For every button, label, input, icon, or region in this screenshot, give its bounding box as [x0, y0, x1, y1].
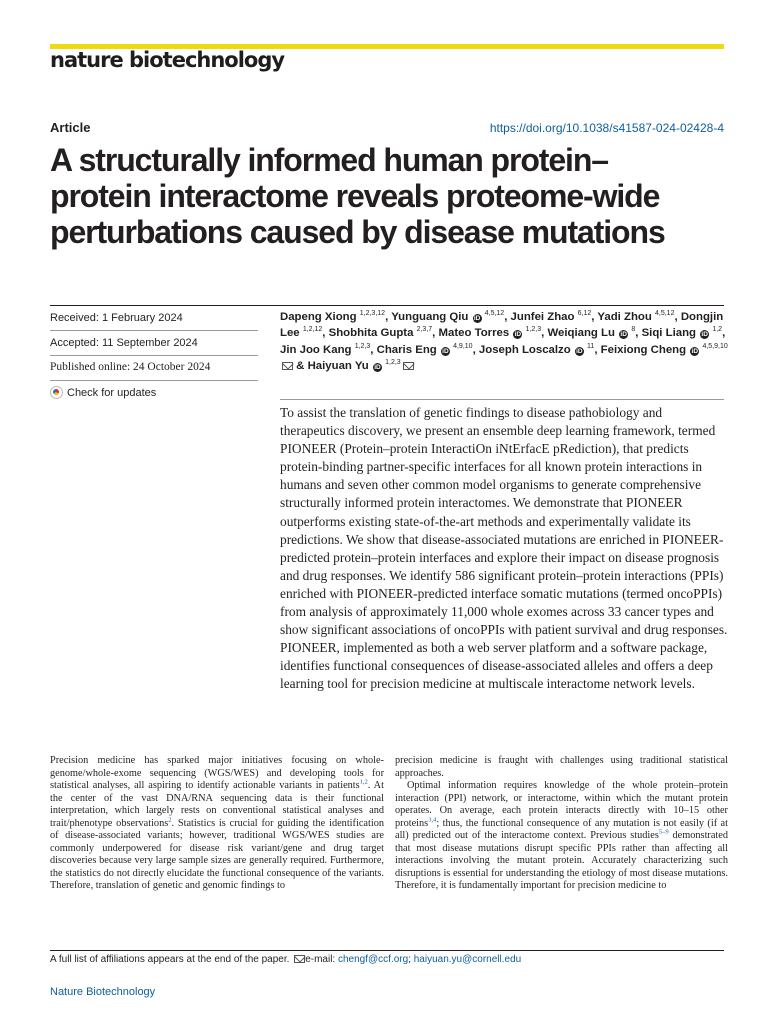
author-name[interactable]: Jin Joo Kang $^{1,2,3}$ — [280, 343, 371, 356]
author-name[interactable]: Junfei Zhao $^{6,12}$ — [510, 310, 592, 323]
author-name[interactable]: Mateo Torres iD $^{1,2,3}$ — [438, 326, 542, 340]
orcid-icon[interactable]: iD — [701, 331, 708, 339]
author-name[interactable]: Yunguang Qiu iD $^{4,5,12}$ — [391, 310, 505, 323]
author-affiliation: 2,3,7 — [416, 326, 433, 334]
body-paragraph: precision medicine is fraught with challenges using traditional statistical approaches. — [395, 755, 728, 779]
orcid-icon[interactable]: iD — [514, 331, 522, 339]
citation-ref[interactable]: 3,4 — [428, 816, 437, 824]
author-separator: , — [504, 311, 511, 323]
author-affiliation: 1,2 — [712, 326, 723, 334]
article-type: Article — [50, 120, 91, 135]
author-name[interactable]: Dapeng Xiong $^{1,2,3,12}$ — [280, 310, 386, 323]
email-icon — [294, 955, 305, 963]
crossmark-icon — [50, 386, 63, 399]
author-affiliation: 6,12 — [577, 310, 592, 318]
author-name[interactable]: Haiyuan Yu iD $^{1,2,3}$ — [308, 360, 414, 372]
author-affiliation: 4,5,9,10 — [702, 343, 728, 351]
meta-top-rule — [50, 305, 724, 306]
author-separator: , — [432, 327, 439, 340]
author-name[interactable]: Dongjin Lee $^{1,2,12}$ — [280, 311, 724, 340]
citation-ref[interactable]: 2 — [168, 816, 172, 824]
author-list — [280, 309, 730, 375]
author-name[interactable]: Weiqiang Lu iD $^8$ — [547, 326, 636, 340]
title-line-1: A structurally informed human protein– — [50, 142, 608, 178]
author-separator: , — [594, 343, 601, 356]
author-name[interactable]: Feixiong Cheng iD $^{4,5,9,10}$ — [280, 344, 728, 372]
journal-name: nature biotechnology — [50, 48, 285, 72]
abstract-rule — [280, 399, 724, 400]
article-title — [50, 142, 740, 250]
author-separator: , — [722, 327, 726, 340]
orcid-icon[interactable]: iD — [691, 347, 699, 355]
email-icon[interactable] — [282, 362, 293, 370]
author-affiliation: 1,2,3 — [525, 326, 542, 334]
footnote-rule — [50, 950, 724, 951]
accepted-date: Accepted: 11 September 2024 — [50, 337, 198, 349]
orcid-icon[interactable]: iD — [374, 364, 381, 372]
author-separator: , — [322, 327, 329, 340]
author-affiliation: 1,2,3 — [354, 343, 371, 351]
author-separator: , — [635, 327, 642, 340]
author-name[interactable]: Siqi Liang iD $^{1,2}$ — [641, 326, 723, 340]
author-name[interactable]: Yadi Zhou $^{4,5,12}$ — [597, 310, 675, 323]
author-affiliation: 8 — [631, 326, 636, 334]
meta-divider — [50, 330, 258, 331]
author-affiliation: 1,2,3 — [385, 359, 401, 367]
author-name[interactable]: Charis Eng iD $^{4,9,10}$ — [376, 343, 473, 356]
body-column-left — [50, 755, 384, 893]
author-affiliation: 4,5,12 — [655, 310, 675, 318]
body-column-right — [395, 755, 728, 893]
author-separator: , — [370, 343, 377, 356]
author-separator: & — [293, 360, 308, 373]
citation-ref[interactable]: 5–9 — [658, 828, 669, 836]
published-date: Published online: 24 October 2024 — [50, 361, 211, 373]
check-for-updates-label: Check for updates — [67, 386, 157, 399]
abstract: To assist the translation of genetic findings to disease pathobiology and therapeutics discovery, we present an ensemble deep learning framework, termed PIONEER (Protein–protein InteractiOn iNtErfacE pRediction), that predicts protein-binding partner-specific interfaces for all known protein interactions in humans and seven other common model organisms to generate comprehensive structurally informed protein interactomes. We demonstrate that PIONEER outperforms existing state-of-the-art methods and experimentally validate its predictions. We show that disease-associated mutations are enriched in PIONEER-predicted protein–protein interfaces and explore their impact on disease prognosis and drug responses. We identify 586 significant protein–protein interactions (PPIs) enriched with PIONEER-predicted interface somatic mutations (termed oncoPPIs) from analysis of approximately 11,000 whole exomes across 33 cancer types and show significant associations of oncoPPIs with patient survival and drug responses. PIONEER, implemented as both a web server platform and a software package, identifies functional consequences of disease-associated alleles and offers a deep learning tool for precision medicine at multiscale interactome network levels. — [280, 405, 728, 692]
received-date: Received: 1 February 2024 — [50, 312, 183, 324]
citation-ref[interactable]: 1,2 — [359, 778, 368, 786]
check-for-updates-button[interactable] — [50, 386, 156, 399]
author-separator: , — [591, 311, 598, 323]
author-name[interactable]: Joseph Loscalzo iD $^{11}$ — [478, 343, 595, 356]
doi-link[interactable]: https://doi.org/10.1038/s41587-024-02428-4 — [489, 121, 724, 135]
affiliation-footnote: A full list of affiliations appears at the end of the paper. e-mail: chengf@ccf.org; haiyuan.yu@cornell.edu — [50, 954, 522, 965]
author-name[interactable]: Shobhita Gupta $^{2,3,7}$ — [328, 326, 433, 340]
author-affiliation: 4,5,12 — [484, 310, 505, 318]
email-icon[interactable] — [403, 362, 414, 370]
author-separator: , — [385, 311, 392, 323]
author-affiliation: 1,2,3,12 — [359, 310, 386, 318]
orcid-icon[interactable]: iD — [576, 347, 583, 355]
meta-divider — [50, 355, 258, 356]
body-paragraph: Precision medicine has sparked major initiatives focusing on whole-genome/whole-exome sequencing (WGS/WES) and developing tools for statistical analyses, all aspiring to identify actionable variants in patients$^{1,2}$. At the center of the vast DNA/RNA sequencing data is their functional interpretation, which largely rests on conventional statistical analyses and trait/phenotype observations$^2$. Statistics is crucial for guiding the identification of disease-associated variants; however, traditional WGS/WES studies are commonly underpowered for disease risk variant/gene and drug target discoveries because very large sample sizes are generally required. Furthermore, the statistics do not directly elucidate the functional consequence of the variants. Therefore, translation of genetic and genomic findings to — [50, 755, 384, 891]
orcid-icon[interactable]: iD — [473, 315, 481, 322]
author-affiliation: 1,2,12 — [302, 326, 323, 334]
author-separator: , — [472, 343, 479, 356]
title-line-2: protein interactome reveals proteome-wide — [50, 178, 660, 214]
orcid-icon[interactable]: iD — [442, 347, 449, 355]
title-line-3: perturbations caused by disease mutations — [50, 214, 665, 250]
orcid-icon[interactable]: iD — [620, 331, 627, 339]
author-separator: , — [541, 327, 548, 340]
footer-journal-name: Nature Biotechnology — [50, 986, 156, 998]
email-link-yu[interactable]: haiyuan.yu@cornell.edu — [413, 954, 522, 965]
author-affiliation: 4,9,10 — [453, 343, 473, 351]
body-paragraph: Optimal information requires knowledge of the whole protein–protein interaction (PPI) network, or interactome, within which the mutant protein operates. On average, each protein interacts directly with 10–15 other proteins$^{3,4}$; thus, the functional consequence of any mutation is not easily (if at all) predicted out of the interactome context. Previous studies$^{5-9}$ demonstrated that most disease mutations disrupt specific PPIs rather than affecting all interactions involving the mutant protein. Accurately characterizing such disruptions is essential for understanding the etiology of most disease mutations. Therefore, it is fundamentally important for precision medicine to — [395, 780, 729, 891]
meta-divider — [50, 380, 258, 381]
author-affiliation: 11 — [587, 343, 595, 351]
email-link-cheng[interactable]: chengf@ccf.org — [338, 954, 409, 965]
author-separator: , — [674, 311, 681, 323]
